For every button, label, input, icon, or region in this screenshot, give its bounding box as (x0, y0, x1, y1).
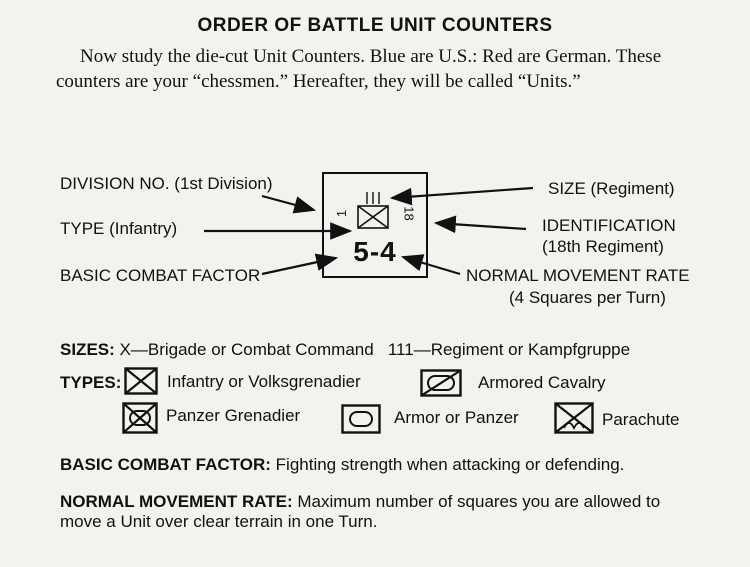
size-label: SIZE (Regiment) (548, 179, 675, 198)
types-heading: TYPES: (60, 373, 122, 392)
movement-rate-text: Maximum number of squares you are allowed to move a Unit over clear terrain in one Turn. (60, 492, 661, 531)
combat-arrow (262, 258, 336, 274)
movement-rate-definition (60, 492, 700, 532)
panzer-grenadier-label: Panzer Grenadier (166, 406, 301, 425)
armored-cavalry-icon (420, 369, 462, 397)
division-number: 1 (334, 209, 350, 218)
infantry-icon (124, 367, 158, 395)
intro-paragraph: Now study the die-cut Unit Counters. Blue are U.S.: Red are German. These counters are your “chessmen.” Hereafter, they will be called “Units.” (56, 46, 662, 92)
combat-movement-factors: 5-4 (353, 236, 397, 267)
page-title: ORDER OF BATTLE UNIT COUNTERS (197, 15, 553, 36)
division-label: DIVISION NO. (1st Division) (60, 174, 273, 193)
sizes-heading: SIZES: (60, 340, 115, 359)
armor-label: Armor or Panzer (394, 408, 519, 427)
size-arrow (392, 188, 533, 198)
parachute-label: Parachute (602, 410, 680, 429)
movement-rate-sub: (4 Squares per Turn) (509, 288, 666, 307)
regiment-number: 18 (401, 206, 417, 221)
division-arrow (262, 196, 314, 210)
movement-arrow (403, 257, 460, 274)
combat-factor-heading: BASIC COMBAT FACTOR: (60, 455, 271, 474)
sizes-row (60, 340, 630, 360)
identification-arrow (436, 223, 526, 229)
armored-cavalry-label: Armored Cavalry (478, 373, 606, 392)
movement-rate-label: NORMAL MOVEMENT RATE (466, 266, 690, 285)
identification-label: IDENTIFICATION (542, 216, 676, 235)
panzer-grenadier-icon (122, 402, 158, 434)
combat-factor-text: Fighting strength when attacking or defending. (275, 455, 625, 474)
armor-icon (341, 404, 381, 434)
infantry-label: Infantry or Volksgrenadier (167, 372, 361, 391)
combat-factor-definition (60, 455, 700, 475)
sizes-text: X—Brigade or Combat Command 111—Regiment or Kampfgruppe (119, 340, 631, 359)
parachute-icon (554, 402, 594, 434)
identification-sub: (18th Regiment) (542, 237, 664, 256)
type-label: TYPE (Infantry) (60, 219, 178, 238)
combat-factor-label: BASIC COMBAT FACTOR (60, 266, 261, 285)
movement-rate-heading: NORMAL MOVEMENT RATE: (60, 492, 293, 511)
